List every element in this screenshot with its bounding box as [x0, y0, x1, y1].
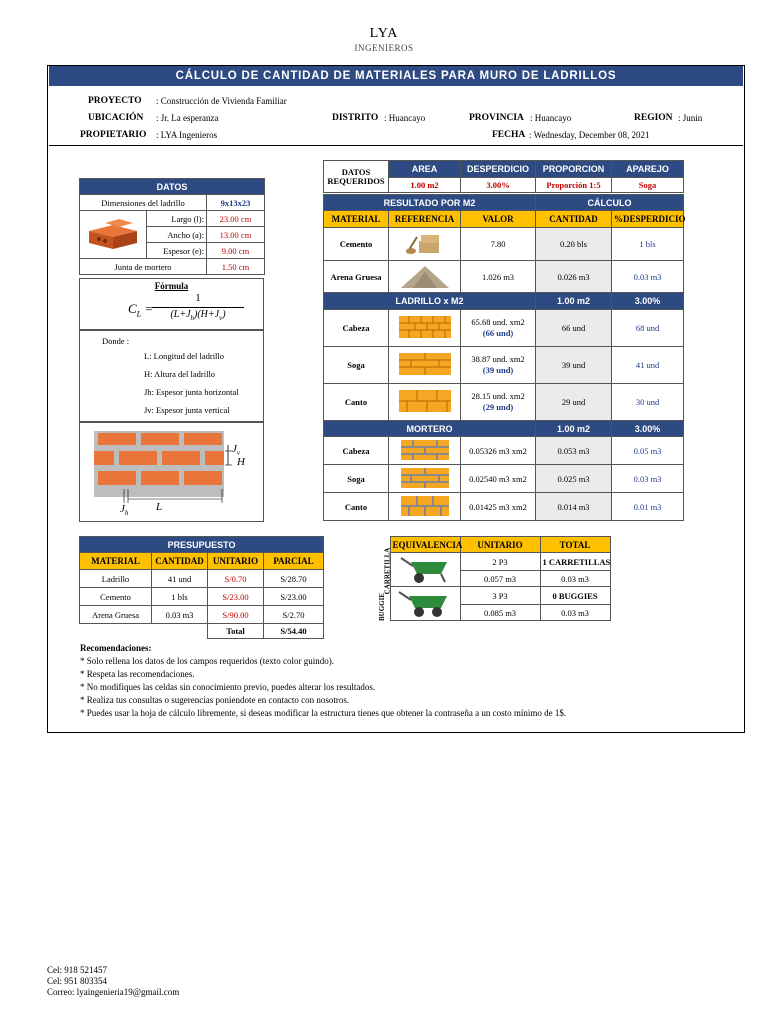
donde-box — [79, 330, 264, 422]
mortero-soga-image — [389, 465, 461, 493]
datos-table — [79, 178, 265, 275]
pres-cantidad: 1 bls — [152, 588, 208, 606]
ubicacion-label: UBICACIÓN — [88, 113, 144, 123]
ladrillo-soga-desperdicio: 41 und — [612, 347, 684, 384]
mortero-soga-cantidad: 0.025 m3 — [536, 465, 612, 493]
ubicacion-value: : Jr. La esperanza — [156, 113, 219, 123]
formula-title: Fórmula — [154, 281, 189, 291]
dim-value: 9x13x23 — [207, 195, 265, 211]
resultado-m2-header: RESULTADO POR M2 — [324, 195, 536, 211]
cement-bag-icon — [403, 229, 447, 257]
mortero-cabeza-valor: 0.05326 m3 xm2 — [461, 437, 536, 465]
pres-unitario-input[interactable]: S/90.00 — [208, 606, 264, 624]
recomendacion-item: * Solo rellena los datos de los campos requeridos (texto color guindo). — [80, 656, 334, 666]
largo-input[interactable]: 23.00 cm — [207, 211, 265, 227]
mortero-cabeza-desperdicio: 0.05 m3 — [612, 437, 684, 465]
brand-logo: LYA — [369, 26, 399, 41]
wall-diagram — [79, 422, 264, 522]
area-header: AREA — [389, 161, 461, 178]
formula-fraction-bar — [152, 307, 244, 308]
ladrillo-soga-cantidad: 39 und — [536, 347, 612, 384]
buggie-total: 0 BUGGIES — [540, 587, 610, 605]
mortero-area: 1.00 m2 — [536, 421, 612, 437]
carretilla-p3: 2 P3 — [460, 553, 540, 571]
recomendacion-item: * Realiza tus consultas o sugerencias poniendote en contacto con nosotros. — [80, 695, 350, 705]
total-value: S/54.40 — [264, 624, 324, 639]
mortero-soga-label: Soga — [324, 465, 389, 493]
fecha-value: : Wednesday, December 08, 2021 — [529, 130, 650, 140]
propietario-value: : LYA Ingenieros — [156, 130, 218, 140]
donde-title: Donde : — [102, 336, 130, 346]
brick-pattern-icon — [397, 312, 453, 342]
recomendacion-item: * No modifiques las celdas sin conocimiento previo, puedes alterar los resultados. — [80, 682, 376, 692]
footer-email[interactable]: Correo: lyaingenieria19@gmail.com — [47, 987, 180, 997]
mortero-canto-image — [389, 493, 461, 521]
mortar-joint-icon — [399, 494, 451, 518]
carretilla-side-label: CARRETILLA — [383, 547, 392, 594]
ladrillo-cabeza-desperdicio: 68 und — [612, 310, 684, 347]
ladrillo-cabeza-valor: 65.68 und. xm2 (66 und) — [461, 310, 536, 347]
footer-cel2: Cel: 951 803354 — [47, 976, 107, 986]
presupuesto-header: PRESUPUESTO — [80, 537, 324, 553]
ladrillo-soga-valor: 38.87 und. xm2 (39 und) — [461, 347, 536, 384]
mortero-desp: 3.00% — [612, 421, 684, 437]
region-label: REGION — [634, 113, 673, 123]
arena-cantidad: 0.026 m3 — [536, 261, 612, 294]
cemento-label: Cemento — [324, 228, 389, 261]
brick-wall-icon — [80, 423, 263, 521]
ladrillo-table — [323, 292, 684, 421]
provincia-label: PROVINCIA — [469, 113, 524, 123]
carretilla-total-m3: 0.03 m3 — [540, 571, 610, 587]
mortero-soga-desperdicio: 0.03 m3 — [612, 465, 684, 493]
divider — [49, 145, 743, 146]
buggie-side-label: BUGGIE — [378, 592, 387, 621]
ladrillo-soga-image — [389, 347, 461, 384]
arena-valor: 1.026 m3 — [461, 261, 536, 294]
valor-header: VALOR — [461, 211, 536, 228]
ladrillo-soga-label: Soga — [324, 347, 389, 384]
buggie-p3: 3 P3 — [460, 587, 540, 605]
sand-pile-icon — [399, 262, 451, 290]
ladrillo-canto-label: Canto — [324, 384, 389, 421]
cemento-valor: 7.80 — [461, 228, 536, 261]
formula-lhs: $C_L$ = — [128, 301, 154, 319]
pres-material: Arena Gruesa — [80, 606, 152, 624]
ladrillo-header: LADRILLO x M2 — [324, 293, 536, 310]
calculo-header: CÁLCULO — [536, 195, 684, 211]
resultados-table — [323, 194, 684, 294]
pres-parcial-header: PARCIAL — [264, 553, 324, 570]
cemento-cantidad: 0.20 bls — [536, 228, 612, 261]
pres-cantidad: 0.03 m3 — [152, 606, 208, 624]
proporcion-header: PROPORCION — [536, 161, 612, 178]
junta-input[interactable]: 1.50 cm — [207, 259, 265, 275]
distrito-value: : Huancayo — [384, 113, 426, 123]
brick-pattern-icon — [397, 386, 453, 416]
mortero-header: MORTERO — [324, 421, 536, 437]
equiv-side-labels — [378, 537, 390, 621]
pres-parcial: S/28.70 — [264, 570, 324, 588]
buggie-m3: 0.085 m3 — [460, 605, 540, 621]
brick-image — [80, 211, 147, 259]
cantidad-header: CANTIDAD — [536, 211, 612, 228]
mortero-canto-label: Canto — [324, 493, 389, 521]
wheelbarrow-icon — [397, 554, 453, 584]
datos-requeridos-label: DATOS REQUERIDOS — [324, 161, 389, 193]
mortero-canto-cantidad: 0.014 m3 — [536, 493, 612, 521]
equiv-unitario-header: UNITARIO — [460, 537, 540, 553]
diagram-jv-label: $J_v$ — [232, 443, 240, 458]
aparejo-select[interactable]: Soga — [612, 178, 684, 193]
proporcion-select[interactable]: Proporción 1:5 — [536, 178, 612, 193]
diagram-l-label: L — [156, 501, 163, 513]
datos-header: DATOS — [80, 179, 265, 195]
pres-material: Cemento — [80, 588, 152, 606]
buggie-icon — [397, 588, 453, 618]
pres-cantidad-header: CANTIDAD — [152, 553, 208, 570]
datos-requeridos-table — [323, 160, 684, 193]
ladrillo-canto-desperdicio: 30 und — [612, 384, 684, 421]
donde-item: Jv: Espesor junta vertical — [144, 405, 230, 415]
donde-item: H: Altura del ladrillo — [144, 369, 216, 379]
arena-image — [389, 261, 461, 294]
mortero-canto-desperdicio: 0.01 m3 — [612, 493, 684, 521]
ladrillo-canto-cantidad: 29 und — [536, 384, 612, 421]
junta-label: Junta de mortero — [80, 259, 207, 275]
ladrillo-cabeza-label: Cabeza — [324, 310, 389, 347]
mortero-cabeza-cantidad: 0.053 m3 — [536, 437, 612, 465]
formula-denominator: $(L+J_h)(H+J_v)$ — [170, 309, 226, 322]
pres-unitario-input[interactable]: S/23.00 — [208, 588, 264, 606]
ancho-label: Ancho (a): — [147, 227, 207, 243]
region-value: : Junin — [678, 113, 703, 123]
area-input[interactable]: 1.00 m2 — [389, 178, 461, 193]
recomendacion-item: * Respeta las recomendaciones. — [80, 669, 195, 679]
mortero-cabeza-label: Cabeza — [324, 437, 389, 465]
diagram-jh-label: $J_h$ — [120, 503, 129, 518]
cemento-image — [389, 228, 461, 261]
equivalencia-table — [378, 536, 611, 621]
sheet-title: CÁLCULO DE CANTIDAD DE MATERIALES PARA MURO DE LADRILLOS — [49, 66, 743, 86]
espesor-input[interactable]: 9.00 cm — [207, 243, 265, 259]
ladrillo-area: 1.00 m2 — [536, 293, 612, 310]
largo-label: Largo (l): — [147, 211, 207, 227]
pres-parcial: S/23.00 — [264, 588, 324, 606]
formula-numerator: 1 — [195, 292, 201, 304]
desperdicio-col-header: %DESPERDICIO — [612, 211, 684, 228]
ancho-input[interactable]: 13.00 cm — [207, 227, 265, 243]
total-label: Total — [208, 624, 264, 639]
recomendaciones-title: Recomendaciones: — [80, 643, 152, 653]
provincia-value: : Huancayo — [530, 113, 572, 123]
presupuesto-table — [79, 536, 324, 639]
buggie-total-m3: 0.03 m3 — [540, 605, 610, 621]
referencia-header: REFERENCIA — [389, 211, 461, 228]
ladrillo-cabeza-cantidad: 66 und — [536, 310, 612, 347]
dim-label: Dimensiones del ladrillo — [80, 195, 207, 211]
brick-pattern-icon — [397, 349, 453, 379]
carretilla-image — [390, 553, 460, 587]
recomendacion-item: * Puedes usar la hoja de cálculo libremente, si deseas modificar la estructura tienes que obtener la contraseña a un costo mínimo de 1$. — [80, 708, 567, 718]
diagram-h-label: H — [237, 456, 245, 468]
espesor-label: Espesor (e): — [147, 243, 207, 259]
mortero-soga-valor: 0.02540 m3 xm2 — [461, 465, 536, 493]
arena-desperdicio: 0.03 m3 — [612, 261, 684, 294]
buggie-image — [390, 587, 460, 621]
pres-unitario-header: UNITARIO — [208, 553, 264, 570]
formula-box — [79, 278, 264, 330]
pres-material: Ladrillo — [80, 570, 152, 588]
mortar-joint-icon — [399, 466, 451, 490]
pres-unitario-input[interactable]: S/0.70 — [208, 570, 264, 588]
carretilla-total: 1 CARRETILLAS — [540, 553, 610, 571]
ladrillo-desp: 3.00% — [612, 293, 684, 310]
ladrillo-canto-valor: 28.15 und. xm2 (29 und) — [461, 384, 536, 421]
desperdicio-header: DESPERDICIO — [461, 161, 536, 178]
propietario-label: PROPIETARIO — [80, 130, 147, 140]
pres-cantidad: 41 und — [152, 570, 208, 588]
fecha-label: FECHA — [492, 130, 526, 140]
ladrillo-cabeza-image — [389, 310, 461, 347]
cemento-desperdicio: 1 bls — [612, 228, 684, 261]
pres-parcial: S/2.70 — [264, 606, 324, 624]
aparejo-header: APAREJO — [612, 161, 684, 178]
donde-item: Jh: Espesor junta horizontal — [144, 387, 239, 397]
ladrillo-canto-image — [389, 384, 461, 421]
mortar-joint-icon — [399, 438, 451, 462]
distrito-label: DISTRITO — [332, 113, 379, 123]
brand-subtitle: INGENIEROS — [354, 43, 414, 53]
proyecto-value: : Construcción de Vivienda Familiar — [156, 96, 287, 106]
mortero-cabeza-image — [389, 437, 461, 465]
footer-cel1: Cel: 918 521457 — [47, 965, 107, 975]
brick-icon — [85, 215, 141, 253]
carretilla-m3: 0.057 m3 — [460, 571, 540, 587]
proyecto-label: PROYECTO — [88, 96, 142, 106]
desperdicio-input[interactable]: 3.00% — [461, 178, 536, 193]
pres-material-header: MATERIAL — [80, 553, 152, 570]
mortero-table — [323, 420, 684, 521]
mortero-canto-valor: 0.01425 m3 xm2 — [461, 493, 536, 521]
arena-label: Arena Gruesa — [324, 261, 389, 294]
material-header: MATERIAL — [324, 211, 389, 228]
donde-item: L: Longitud del ladrillo — [144, 351, 225, 361]
equivalencia-header: EQUIVALENCIA — [390, 537, 460, 553]
equiv-total-header: TOTAL — [540, 537, 610, 553]
